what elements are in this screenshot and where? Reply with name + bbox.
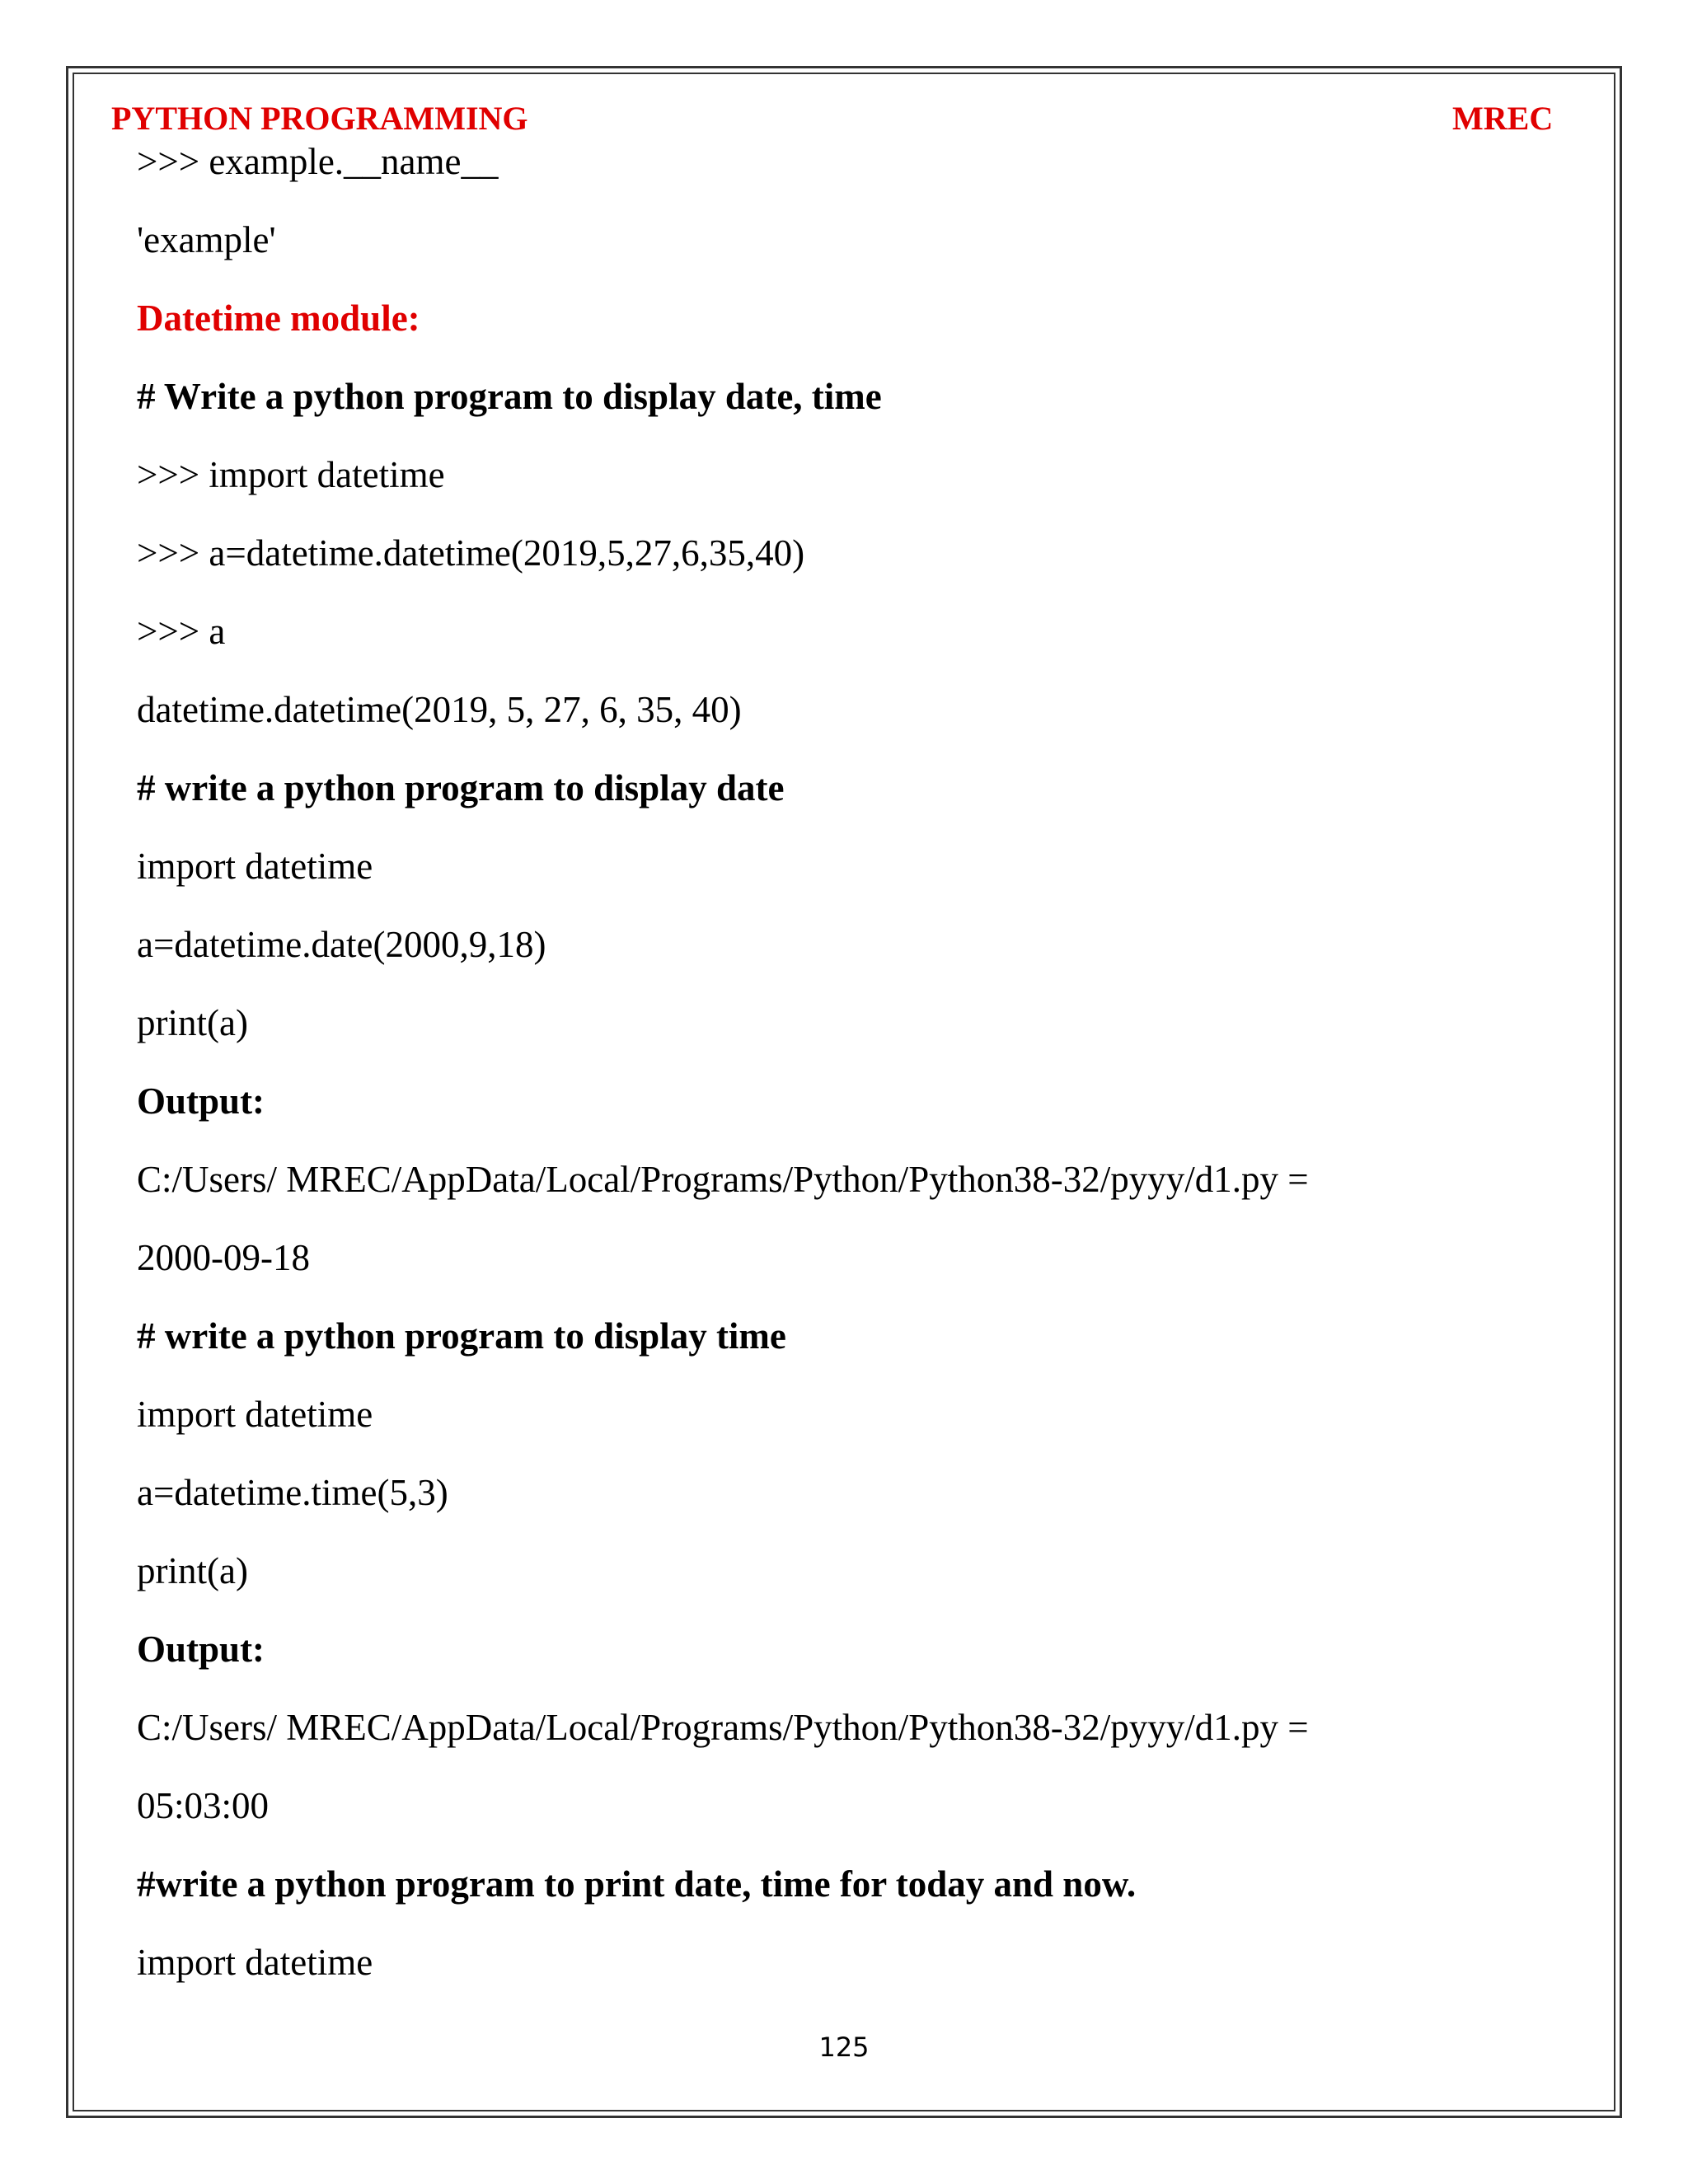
output-time-value: 05:03:00 — [137, 1785, 270, 1826]
comment-heading-date-time: # Write a python program to display date, time — [137, 376, 882, 417]
code-line-echo-a: >>> a — [137, 611, 226, 652]
code-line-import: import datetime — [137, 1942, 373, 1983]
output-label: Output: — [137, 1629, 265, 1670]
output-date-value: 2000-09-18 — [137, 1237, 310, 1278]
code-line-print: print(a) — [137, 1550, 248, 1591]
code-line-import: >>> import datetime — [137, 454, 445, 495]
output-line-datetime: datetime.datetime(2019, 5, 27, 6, 35, 40) — [137, 689, 742, 730]
comment-heading-date: # write a python program to display date — [137, 767, 785, 808]
code-line-datetime-assign: >>> a=datetime.datetime(2019,5,27,6,35,40) — [137, 532, 805, 574]
code-line-import: import datetime — [137, 846, 373, 887]
page-number: 125 — [818, 2032, 870, 2063]
output-label: Output: — [137, 1080, 265, 1122]
output-line-example: 'example' — [137, 219, 276, 260]
code-line-print: print(a) — [137, 1002, 248, 1043]
output-path-line: C:/Users/ MREC/AppData/Local/Programs/Python/Python38-32/pyyy/d1.py = — [137, 1707, 1309, 1748]
comment-heading-time: # write a python program to display time — [137, 1315, 786, 1357]
output-path-line: C:/Users/ MREC/AppData/Local/Programs/Python/Python38-32/pyyy/d1.py = — [137, 1159, 1309, 1200]
header-institution: MREC — [1452, 100, 1554, 137]
section-heading-datetime-module: Datetime module: — [137, 298, 420, 339]
code-line-time-assign: a=datetime.time(5,3) — [137, 1472, 448, 1513]
code-line-import: import datetime — [137, 1394, 373, 1435]
code-line-date-assign: a=datetime.date(2000,9,18) — [137, 924, 546, 965]
comment-heading-today-now: #write a python program to print date, time for today and now. — [137, 1863, 1137, 1905]
code-line-example-name: >>> example.__name__ — [137, 141, 499, 182]
header-course-title: PYTHON PROGRAMMING — [111, 100, 528, 137]
